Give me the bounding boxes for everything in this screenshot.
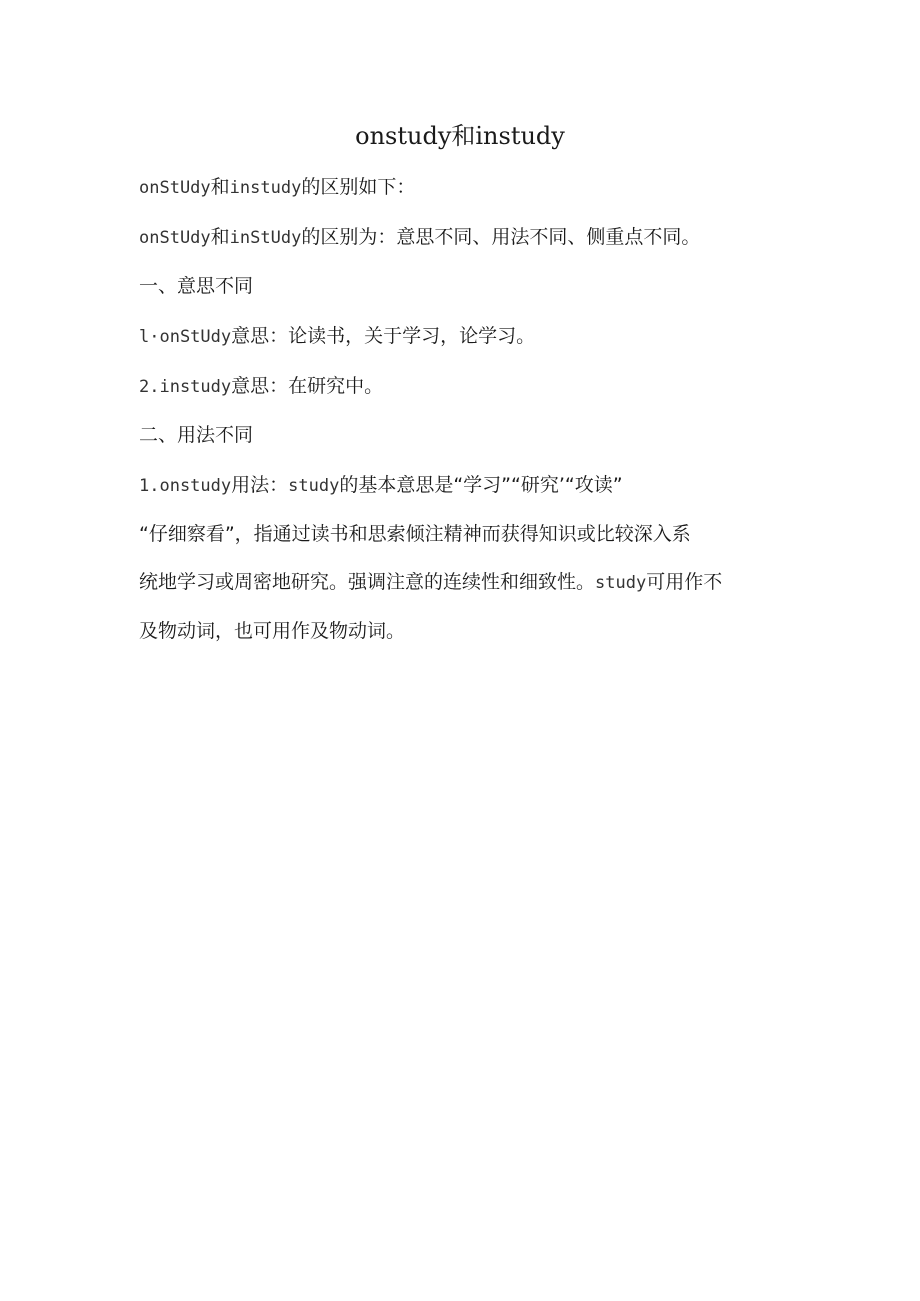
text-line-1 [139,173,415,202]
text-span: 和 [210,176,230,198]
text-span: 二、用法不同 [139,424,254,446]
text-span: 可用作不 [646,571,723,593]
section-heading-1 [139,272,253,300]
text-span: 意思：在研究中。 [231,375,384,397]
text-line-8 [139,520,691,548]
text-span: 的区别如下： [301,176,416,198]
text-span: “仔细察看”，指通过读书和思索倾注精神而获得知识或比较深入系 [139,523,691,545]
text-span: instudy [229,178,302,198]
text-line-2 [139,223,700,252]
text-span: 统地学习或周密地研究。强调注意的连续性和细致性。 [139,571,596,593]
text-span: 及物动词，也可用作及物动词。 [139,620,406,642]
text-span: 一、意思不同 [139,275,254,297]
text-span: onStUdy [139,228,211,248]
text-span: 意思：论读书，关于学习，论学习。 [231,325,536,347]
text-line-5 [139,372,383,401]
text-span: inStUdy [229,228,302,248]
text-span: 的基本意思是“学习”“研究’“攻读” [339,474,623,496]
text-span: l·onStUdy [139,327,232,347]
text-span: onStUdy [139,178,211,198]
text-span: study [595,573,647,593]
section-heading-2 [139,421,253,449]
text-span: 用法： [231,474,289,496]
text-span: study [288,476,340,496]
text-line-9 [139,568,722,597]
text-span: 的区别为：意思不同、用法不同、侧重点不同。 [301,226,701,248]
text-line-4 [139,322,535,351]
text-line-7 [139,471,623,500]
text-line-10 [139,617,405,645]
text-span: 1.onstudy [139,476,232,496]
text-span: 2.instudy [139,377,232,397]
text-span: 和 [210,226,230,248]
page-title: onstudy和instudy [355,122,565,150]
